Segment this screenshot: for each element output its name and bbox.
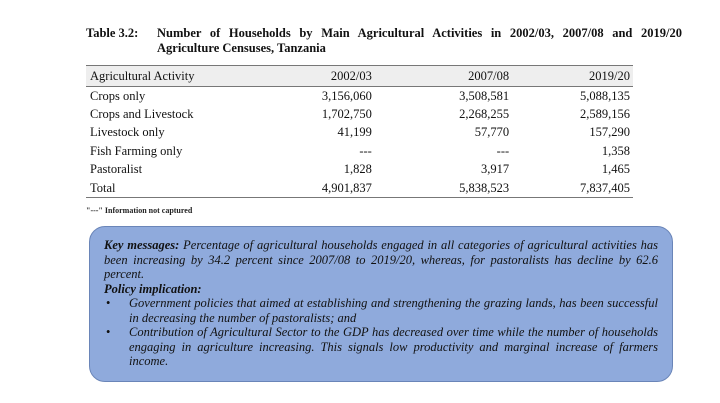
policy-bullets: [104, 296, 658, 369]
cell-activity: Total: [86, 179, 256, 198]
policy-implication-label: Policy implication:: [104, 281, 202, 296]
households-table: [86, 65, 633, 198]
bullet-icon: •: [106, 325, 111, 339]
cell-2019: 1,358: [601, 143, 630, 158]
cell-2002: 3,156,060: [321, 88, 372, 103]
bullet-text: Contribution of Agricultural Sector to the GDP has decreased over time while the number of households engaging in agriculture increasing. This signals low productivity and marginal increase of farmers income.: [129, 325, 658, 368]
cell-2007: 5,838,523: [391, 179, 532, 198]
list-item: [104, 296, 658, 325]
cell-activity: Livestock only: [90, 125, 165, 140]
bullet-text: Government policies that aimed at establishing and strengthening the grazing lands, has been successful in decreasing the number of pastoralists; and: [129, 296, 658, 325]
cell-2007: 2,268,255: [459, 106, 510, 121]
key-messages: [104, 238, 658, 282]
cell-activity: Crops and Livestock: [90, 106, 194, 121]
cell-2007: ---: [496, 143, 510, 158]
cell-2002: ---: [359, 143, 372, 158]
cell-activity: Fish Farming only: [90, 143, 183, 158]
cell-2019: 1,465: [601, 162, 630, 177]
list-item: [104, 325, 658, 369]
table-row: [86, 161, 633, 180]
cell-2019: 5,088,135: [580, 88, 630, 103]
cell-2019: 7,837,405: [532, 179, 633, 198]
header-activity: Agricultural Activity: [86, 66, 256, 87]
cell-2002: 1,828: [343, 162, 372, 177]
table-row: [86, 142, 633, 161]
key-messages-box: [89, 226, 673, 382]
table-row: [86, 87, 633, 106]
table-footnote: "---" Information not captured: [86, 206, 193, 215]
cell-activity: Crops only: [90, 88, 146, 103]
table-header-row: [86, 66, 633, 87]
table-row-total: [86, 179, 633, 198]
table-number: Table 3.2:: [86, 26, 139, 40]
cell-2007: 57,770: [474, 125, 510, 140]
header-2019: 2019/20: [532, 66, 633, 87]
cell-2002: 1,702,750: [321, 106, 372, 121]
table-title: Number of Households by Main Agricultural Activities in 2002/03, 2007/08 and 2019/20 Agriculture Censuses, Tanzania: [157, 26, 682, 55]
header-2002: 2002/03: [256, 66, 391, 87]
bullet-icon: •: [106, 296, 111, 310]
cell-2019: 157,290: [589, 125, 630, 140]
table-row: [86, 105, 633, 124]
cell-2019: 2,589,156: [580, 106, 630, 121]
key-messages-label: Key messages:: [104, 238, 180, 252]
table-row: [86, 124, 633, 143]
cell-activity: Pastoralist: [90, 162, 143, 177]
cell-2002: 41,199: [337, 125, 372, 140]
header-2007: 2007/08: [391, 66, 532, 87]
cell-2007: 3,508,581: [459, 88, 510, 103]
cell-2002: 4,901,837: [256, 179, 391, 198]
cell-2007: 3,917: [481, 162, 510, 177]
key-messages-text: Percentage of agricultural households engaged in all categories of agricultural activities has been increasing by 34.2 percent since 2007/08 to 2019/20, whereas, for pastoralists has decline by 62.6 percent.: [104, 238, 659, 281]
